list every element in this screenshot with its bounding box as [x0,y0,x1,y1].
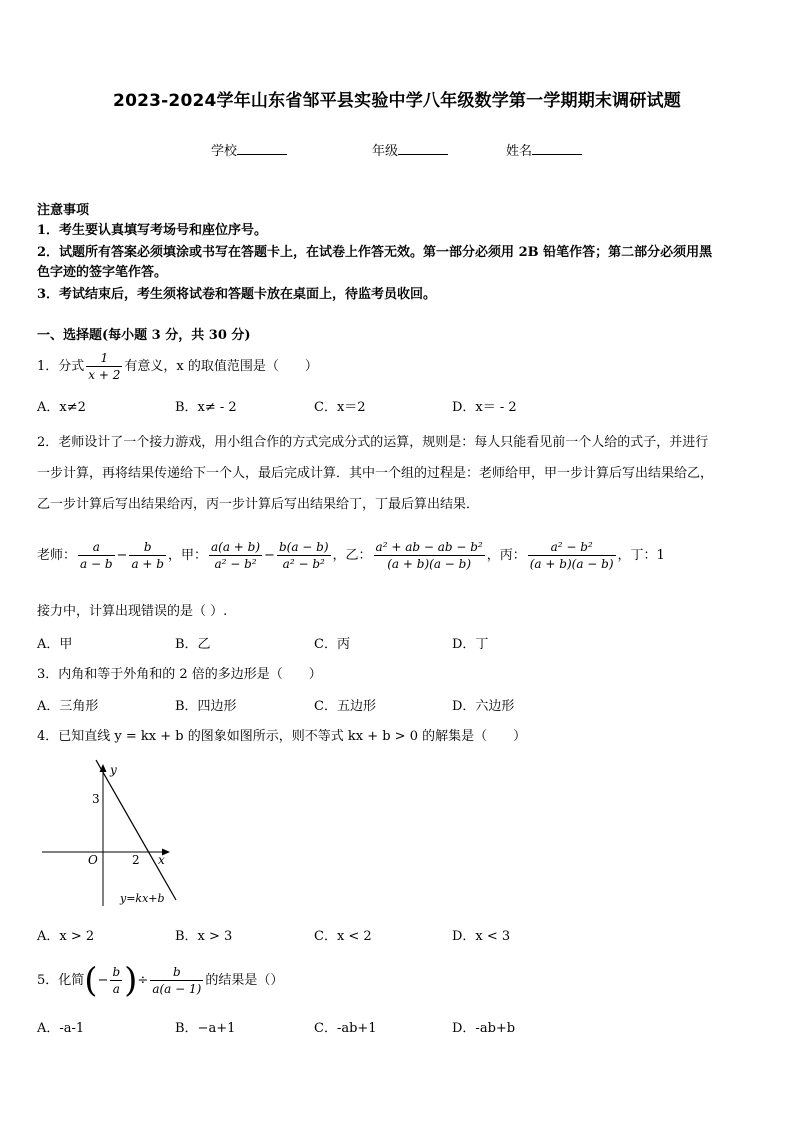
notice-heading: 注意事项 [37,203,90,218]
frac-num: a² − b² [528,539,616,556]
q2-teacher-frac-2 [129,539,166,572]
question-4: 4．已知直线 y = kx + b 的图象如图所示，则不等式 kx + b > 0 的解集是（ ） [37,729,527,744]
y-axis-label: y [110,763,117,777]
frac-den: a² − b² [214,557,257,571]
question-1 [37,348,757,386]
q5-neg-sign: − [97,973,109,988]
question-3: 3．内角和等于外角和的 2 倍的多边形是（ ） [37,667,322,682]
q3-option-a[interactable]: A．三角形 [37,699,99,714]
q2-jia-label: ，甲： [167,548,207,563]
frac-den: a − b [80,557,113,571]
q5-suffix: 的结果是（） [205,973,284,988]
grade-blank [398,142,448,155]
frac-den: (a + b)(a − b) [529,557,614,571]
frac-num: a² + ab − ab − b² [375,540,483,554]
school-label: 学校 [211,144,238,159]
q2-bing-frac [528,539,616,572]
q1-option-c[interactable]: C．x＝2 [314,400,366,415]
q1-num: 1 [86,350,122,367]
q3-option-b[interactable]: B．四边形 [175,699,237,714]
q2-teacher-label: 老师： [37,548,77,563]
q3-option-d[interactable]: D．六边形 [452,699,515,714]
q2-line-1: 2．老师设计了一个接力游戏，用小组合作的方式完成分式的运算，规则是：每人只能看见前一个人给的式子，并进行 [37,435,709,450]
q2-line-3: 乙一步计算后写出结果给丙，丙一步计算后写出结果给丁，丁最后算出结果． [37,497,480,512]
origin-label: O [88,853,98,867]
q1-suffix: 有意义，x 的取值范围是（ ） [124,359,318,374]
q5-option-a[interactable]: A．-a-1 [37,1021,85,1036]
q2-option-a[interactable]: A．甲 [37,637,73,652]
q5-option-d[interactable]: D．-ab+b [452,1021,516,1036]
q1-prefix: 1．分式 [37,359,85,374]
frac-num: a [78,539,115,556]
frac-den: a + b [131,557,164,571]
q2-yi-frac [374,539,485,572]
q2-bing-label: ，丙： [486,548,526,563]
q2-line-2: 一步计算，再将结果传递给下一个人，最后完成计算．其中一个组的过程是：老师给甲，甲一步计算后写出结果给乙， [37,466,714,481]
name-label: 姓名 [506,144,533,159]
left-paren: ( [84,960,98,1001]
q5-frac-1 [110,964,122,997]
school-field [211,140,287,159]
frac-num: b(a − b) [278,540,329,554]
frac-num: b [129,539,166,556]
q2-question: 接力中，计算出现错误的是（ ）. [37,604,228,619]
q2-option-c[interactable]: C．丙 [314,637,350,652]
frac-den: a² − b² [282,557,325,571]
q2-jia-frac-1 [209,539,262,572]
q1-den: x + 2 [88,368,121,382]
name-field [506,140,582,159]
notice-item-3: 3．考试结束后，考生须将试卷和答题卡放在桌面上，待监考员收回。 [37,287,437,302]
grade-field [372,140,448,159]
frac-num: b [150,964,203,981]
q5-frac-2 [150,964,203,997]
q2-teacher-frac-1 [78,539,115,572]
notice-item-2: 2．试题所有答案必须填涂或书写在答题卡上，在试卷上作答无效。第一部分必须用 2B 铅笔作答；第二部分必须用黑 [37,245,713,260]
q2-option-b[interactable]: B．乙 [175,637,211,652]
y-intercept-label: 3 [92,792,100,806]
q1-fraction [86,350,122,383]
section-heading: 一、选择题(每小题 3 分，共 30 分) [37,328,251,343]
x-intercept-label: 2 [132,853,140,867]
frac-num: a(a + b) [211,540,261,554]
q4-option-c[interactable]: C．x < 2 [314,929,372,944]
q4-graph [36,756,186,916]
q2-option-d[interactable]: D．丁 [452,637,489,652]
q2-jia-frac-2 [277,539,331,572]
school-blank [237,142,287,155]
x-axis-label: x [158,853,165,867]
notice-item-1: 1．考生要认真填写考场号和座位序号。 [37,223,268,238]
question-5 [37,958,757,1004]
grade-label: 年级 [372,144,399,159]
q5-option-b[interactable]: B．−a+1 [175,1021,236,1036]
q5-option-c[interactable]: C．-ab+1 [314,1021,377,1036]
graph-line [96,760,176,900]
q2-ding: ，丁：1 [617,548,665,563]
frac-den: a(a − 1) [152,982,202,996]
q4-option-b[interactable]: B．x > 3 [175,929,233,944]
q1-option-a[interactable]: A．x≠2 [37,400,86,415]
q2-relay-expressions [37,534,757,578]
q2-yi-label: ，乙： [332,548,372,563]
q3-option-c[interactable]: C．五边形 [314,699,376,714]
minus-sign: − [116,548,128,563]
right-paren: ) [124,960,138,1001]
name-blank [532,142,582,155]
frac-den: (a + b)(a − b) [387,557,472,571]
notice-item-2-cont: 色字迹的签字笔作答。 [37,265,168,280]
q5-prefix: 5．化简 [37,973,85,988]
q4-option-a[interactable]: A．x > 2 [37,929,95,944]
q1-option-d[interactable]: D．x＝ - 2 [452,400,517,415]
page-title: 2023-2024学年山东省邹平县实验中学八年级数学第一学期期末调研试题 [113,91,681,111]
frac-num: b [112,965,121,979]
minus-sign: − [264,548,275,563]
line-equation-label: y=kx+b [120,892,165,905]
q1-option-b[interactable]: B．x≠ - 2 [175,400,237,415]
frac-den: a [112,982,120,996]
q5-div-sign: ÷ [137,973,149,988]
q4-option-d[interactable]: D．x < 3 [452,929,511,944]
